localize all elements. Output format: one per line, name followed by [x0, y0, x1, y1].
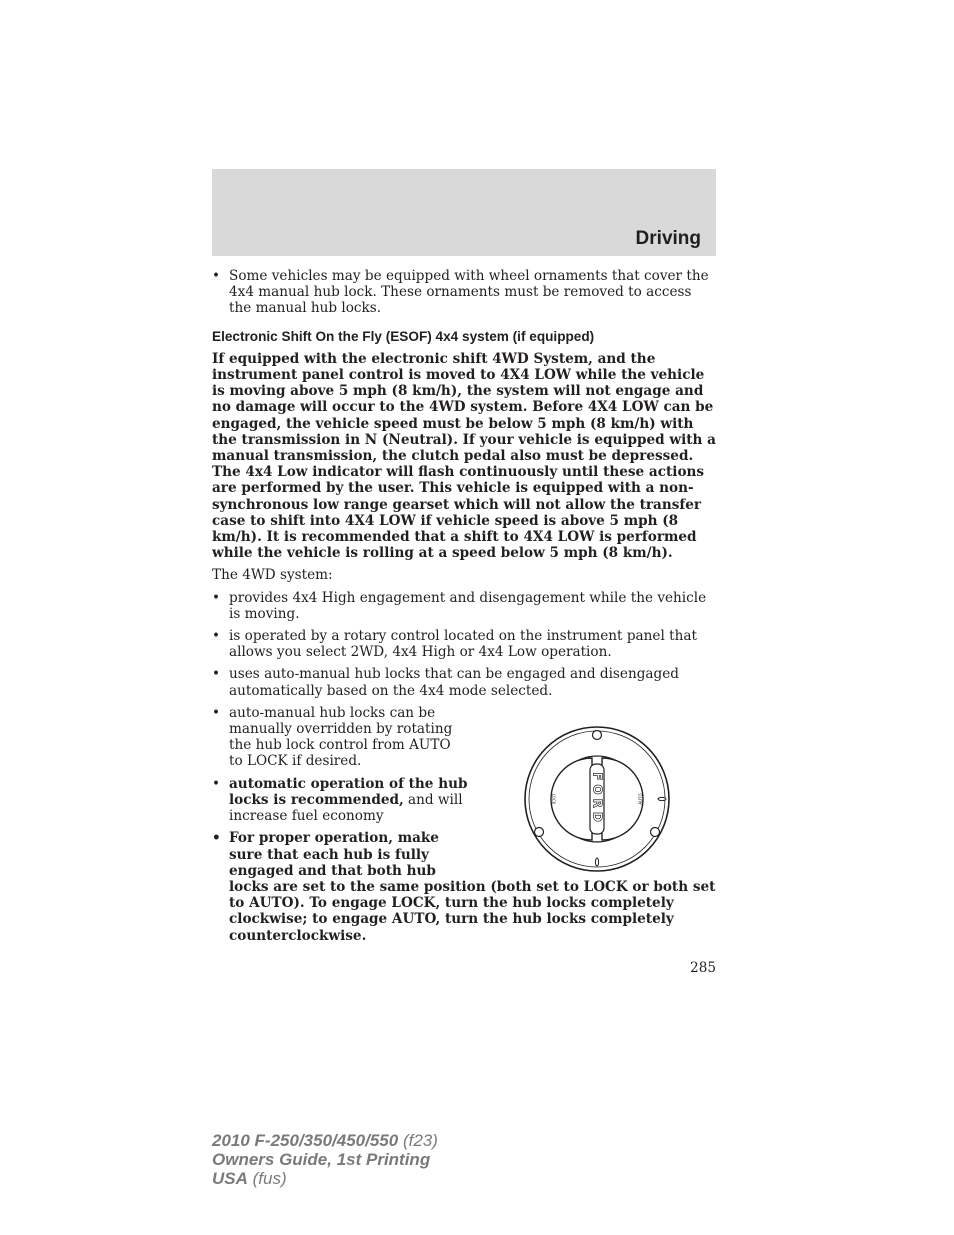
warning-paragraph-2: The 4x4 Low indicator will flash continuously until these actions are performed by the user. This vehicle is equipped with a non-synchronous low range gearset which will not allow the transfer case to shift into 4X4 LOW if vehicle speed is above 5 mph (8 km/h). It is recommended that a shift to 4X4 LOW is performed while the vehicle is rolling at a speed below 5 mph (8 km/h). — [212, 464, 705, 562]
footer-guide: Owners Guide, 1st Printing — [212, 1150, 431, 1169]
operation-bullet-line: For proper operation, make — [229, 830, 439, 847]
hub-brand-text: FORD — [590, 772, 605, 826]
bullet-icon: • — [212, 628, 221, 645]
system-intro: The 4WD system: — [212, 567, 333, 584]
document-footer — [212, 1131, 438, 1188]
operation-bullet-line: sure that each hub is fully — [229, 846, 429, 863]
hub-lock-label: LOCK — [551, 793, 556, 805]
list-item — [212, 590, 716, 622]
recommend-bullet-bold: automatic operation of the hub locks is recommended, — [229, 775, 468, 808]
bullet-icon: • — [212, 268, 221, 284]
list-item — [212, 628, 716, 660]
footer-model-code: (f23) — [398, 1131, 438, 1150]
operation-bullet-line: engaged and that both hub — [229, 862, 436, 879]
operation-bullet-rest: locks are set to the same position (both set to LOCK or both set to AUTO). To engage LOCK, turn the hub locks completely clockwise; to engage AUTO, turn the hub locks completely counterclockwise. — [229, 878, 716, 944]
warning-paragraph-1: If equipped with the electronic shift 4WD System, and the instrument panel control is moved to 4X4 LOW while the vehicle is moving above 5 mph (8 km/h), the system will not engage and no damage will occur to the 4WD system. Before 4X4 LOW can be engaged, the vehicle speed must be below 5 mph (8 km/h) with the transmission in N (Neutral). If your vehicle is equipped with a manual transmission, the clutch pedal also must be depressed. — [212, 350, 716, 465]
hub-auto-label: AUTO — [638, 793, 643, 805]
list-item — [212, 776, 469, 825]
system-bullet-text: uses auto-manual hub locks that can be engaged and disengaged automatically based on the 4x4 mode selected. — [229, 666, 679, 699]
subheading: Electronic Shift On the Fly (ESOF) 4x4 system (if equipped) — [212, 328, 595, 344]
list-item — [212, 268, 716, 317]
intro-bullet-text: Some vehicles may be equipped with wheel ornaments that cover the 4x4 manual hub lock. These ornaments must be removed to access the manual hub locks. — [229, 268, 709, 317]
bullet-icon: • — [212, 666, 221, 683]
system-bullet-text: is operated by a rotary control located on the instrument panel that allows you select 2WD, 4x4 High or 4x4 Low operation. — [229, 628, 697, 661]
bullet-icon: • — [212, 704, 221, 721]
override-bullet-text: auto-manual hub locks can be manually overridden by rotating the hub lock control from AUTO to LOCK if desired. — [229, 704, 453, 770]
hub-lock-control-icon — [522, 722, 672, 876]
list-item — [212, 705, 459, 770]
section-header-band — [212, 169, 716, 256]
system-bullet-text: provides 4x4 High engagement and disengagement while the vehicle is moving. — [229, 589, 707, 622]
footer-model: 2010 F-250/350/450/550 — [212, 1131, 399, 1150]
page-number: 285 — [690, 960, 716, 976]
list-item — [212, 666, 716, 698]
footer-market-code: (fus) — [247, 1169, 287, 1188]
footer-market: USA — [212, 1169, 248, 1188]
bullet-icon: • — [212, 775, 221, 792]
bullet-icon: • — [212, 589, 221, 606]
bullet-icon: • — [212, 830, 221, 847]
recommend-bullet-rest: and will increase fuel economy — [229, 791, 463, 825]
section-title: Driving — [635, 228, 701, 249]
